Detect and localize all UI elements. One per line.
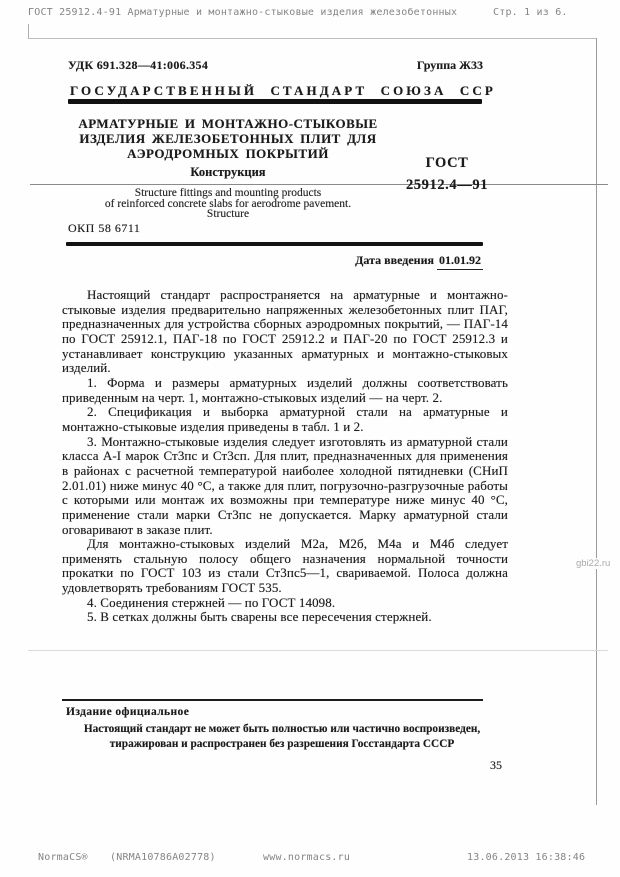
footer-timestamp: 13.06.2013 16:38:46 <box>467 852 586 863</box>
footer-url: www.normacs.ru <box>263 852 351 863</box>
site-watermark: gbi22.ru <box>576 558 611 569</box>
body-paragraph: 3. Монтажно-стыковые изделия следует изготовлять из арматурной стали класса А-I марок Ст3пс и Ст3сп. Для плит, предназначенных для применения в районах с расчетной температурой наиболее холодной пятидневки (СНиП 2.01.01) ниже минус 40 °С, а также для плит, погрузочно-разгрузочные работы с которыми или монтаж их возможны при температуре ниже минус 40 °С, применение стали марки Ст3пс не допускается. Марку арматурной стали оговаривают в заказе плит. <box>62 433 508 537</box>
effective-date-value: 01.01.92 <box>437 253 483 270</box>
page-border-left-tick <box>28 24 29 38</box>
copyright-line: тиражирован и распространен без разрешения Госстандарта СССР <box>109 737 455 750</box>
copyright-notice <box>62 722 502 751</box>
group-code: Группа Ж33 <box>416 58 483 72</box>
imprint-rule <box>62 699 483 701</box>
viewer-page-indicator: Стр. 1 из 6. <box>493 7 568 18</box>
body-paragraph: 2. Спецификация и выборка арматурной стали на арматурные и монтажно-стыковые изделия приведены в табл. 1 и 2. <box>62 404 508 434</box>
page-number: 35 <box>490 758 502 772</box>
effective-date-label: Дата введения <box>355 253 434 267</box>
body-paragraph: Для монтажно-стыковых изделий М2а, М2б, М4а и М4б следует применять стальную полосу общего назначения нормальной точности прокатки по ГОСТ 103 из стали Ст3пс5—1, свариваемой. Полоса должна удовлетворять требованиям ГОСТ 535. <box>62 536 508 596</box>
document-title-en-line: of reinforced concrete slabs for aerodrome pavement. <box>104 197 352 210</box>
scan-artifact-line <box>28 650 608 651</box>
page-border-top <box>28 38 597 39</box>
document-title-en-line: Structure fittings and mounting products <box>134 187 322 199</box>
copyright-line: Настоящий стандарт не может быть полностью или частично воспроизведен, <box>83 723 481 735</box>
title-divider-rule <box>30 184 608 185</box>
gost-designation-label: ГОСТ <box>425 155 469 171</box>
edition-note: Издание официальное <box>66 706 190 718</box>
heading-rule <box>68 99 482 104</box>
document-subtitle: Конструкция <box>190 165 266 179</box>
body-paragraph: 5. В сетках должны быть сварены все пересечения стержней. <box>87 609 432 625</box>
page-border-right <box>596 38 597 805</box>
footer-license: (NRMA10786A02778) <box>110 852 216 863</box>
document-title-line: ИЗДЕЛИЯ ЖЕЛЕЗОБЕТОННЫХ ПЛИТ ДЛЯ <box>79 131 377 146</box>
gost-designation-number: 25912.4—91 <box>405 177 489 193</box>
body-paragraph: 1. Форма и размеры арматурных изделий должны соответствовать приведенным на черт. 1, монтажно-стыковых изделий — на черт. 2. <box>62 374 508 405</box>
body-paragraph: 4. Соединения стержней — по ГОСТ 14098. <box>87 594 336 610</box>
okp-code: ОКП 58 6711 <box>68 221 141 235</box>
document-title-en-line: Structure <box>206 208 250 221</box>
standard-authority-heading: ГОСУДАРСТВЕННЫЙ СТАНДАРТ СОЮЗА ССР <box>70 83 496 98</box>
viewer-header-title: ГОСТ 25912.4-91 Арматурные и монтажно-стыковые изделия железобетонных <box>28 7 458 18</box>
document-title <box>62 116 394 161</box>
okp-rule <box>66 242 483 246</box>
footer-brand: NormaCS® <box>38 852 88 863</box>
effective-date <box>280 253 483 268</box>
document-title-line: АЭРОДРОМНЫХ ПОКРЫТИЙ <box>127 146 329 161</box>
document-body <box>62 288 508 625</box>
document-title-en <box>62 188 394 220</box>
gost-designation <box>397 155 497 194</box>
body-paragraph: Настоящий стандарт распространяется на арматурные и монтажно-стыковые изделия предварительно напряженных железобетонных плит ПАГ, предназначенных для устройства сборных аэродромных покрытий, — ПАГ-14 по ГОСТ 25912.1, ПАГ-18 по ГОСТ 25912.2 и ПАГ-20 по ГОСТ 25912.3 и устанавливает конструкцию указанных арматурных и монтажно-стыковых изделий. <box>62 287 508 376</box>
udk-code: УДК 691.328—41:006.354 <box>68 58 209 72</box>
document-title-line: АРМАТУРНЫЕ И МОНТАЖНО-СТЫКОВЫЕ <box>78 116 378 131</box>
